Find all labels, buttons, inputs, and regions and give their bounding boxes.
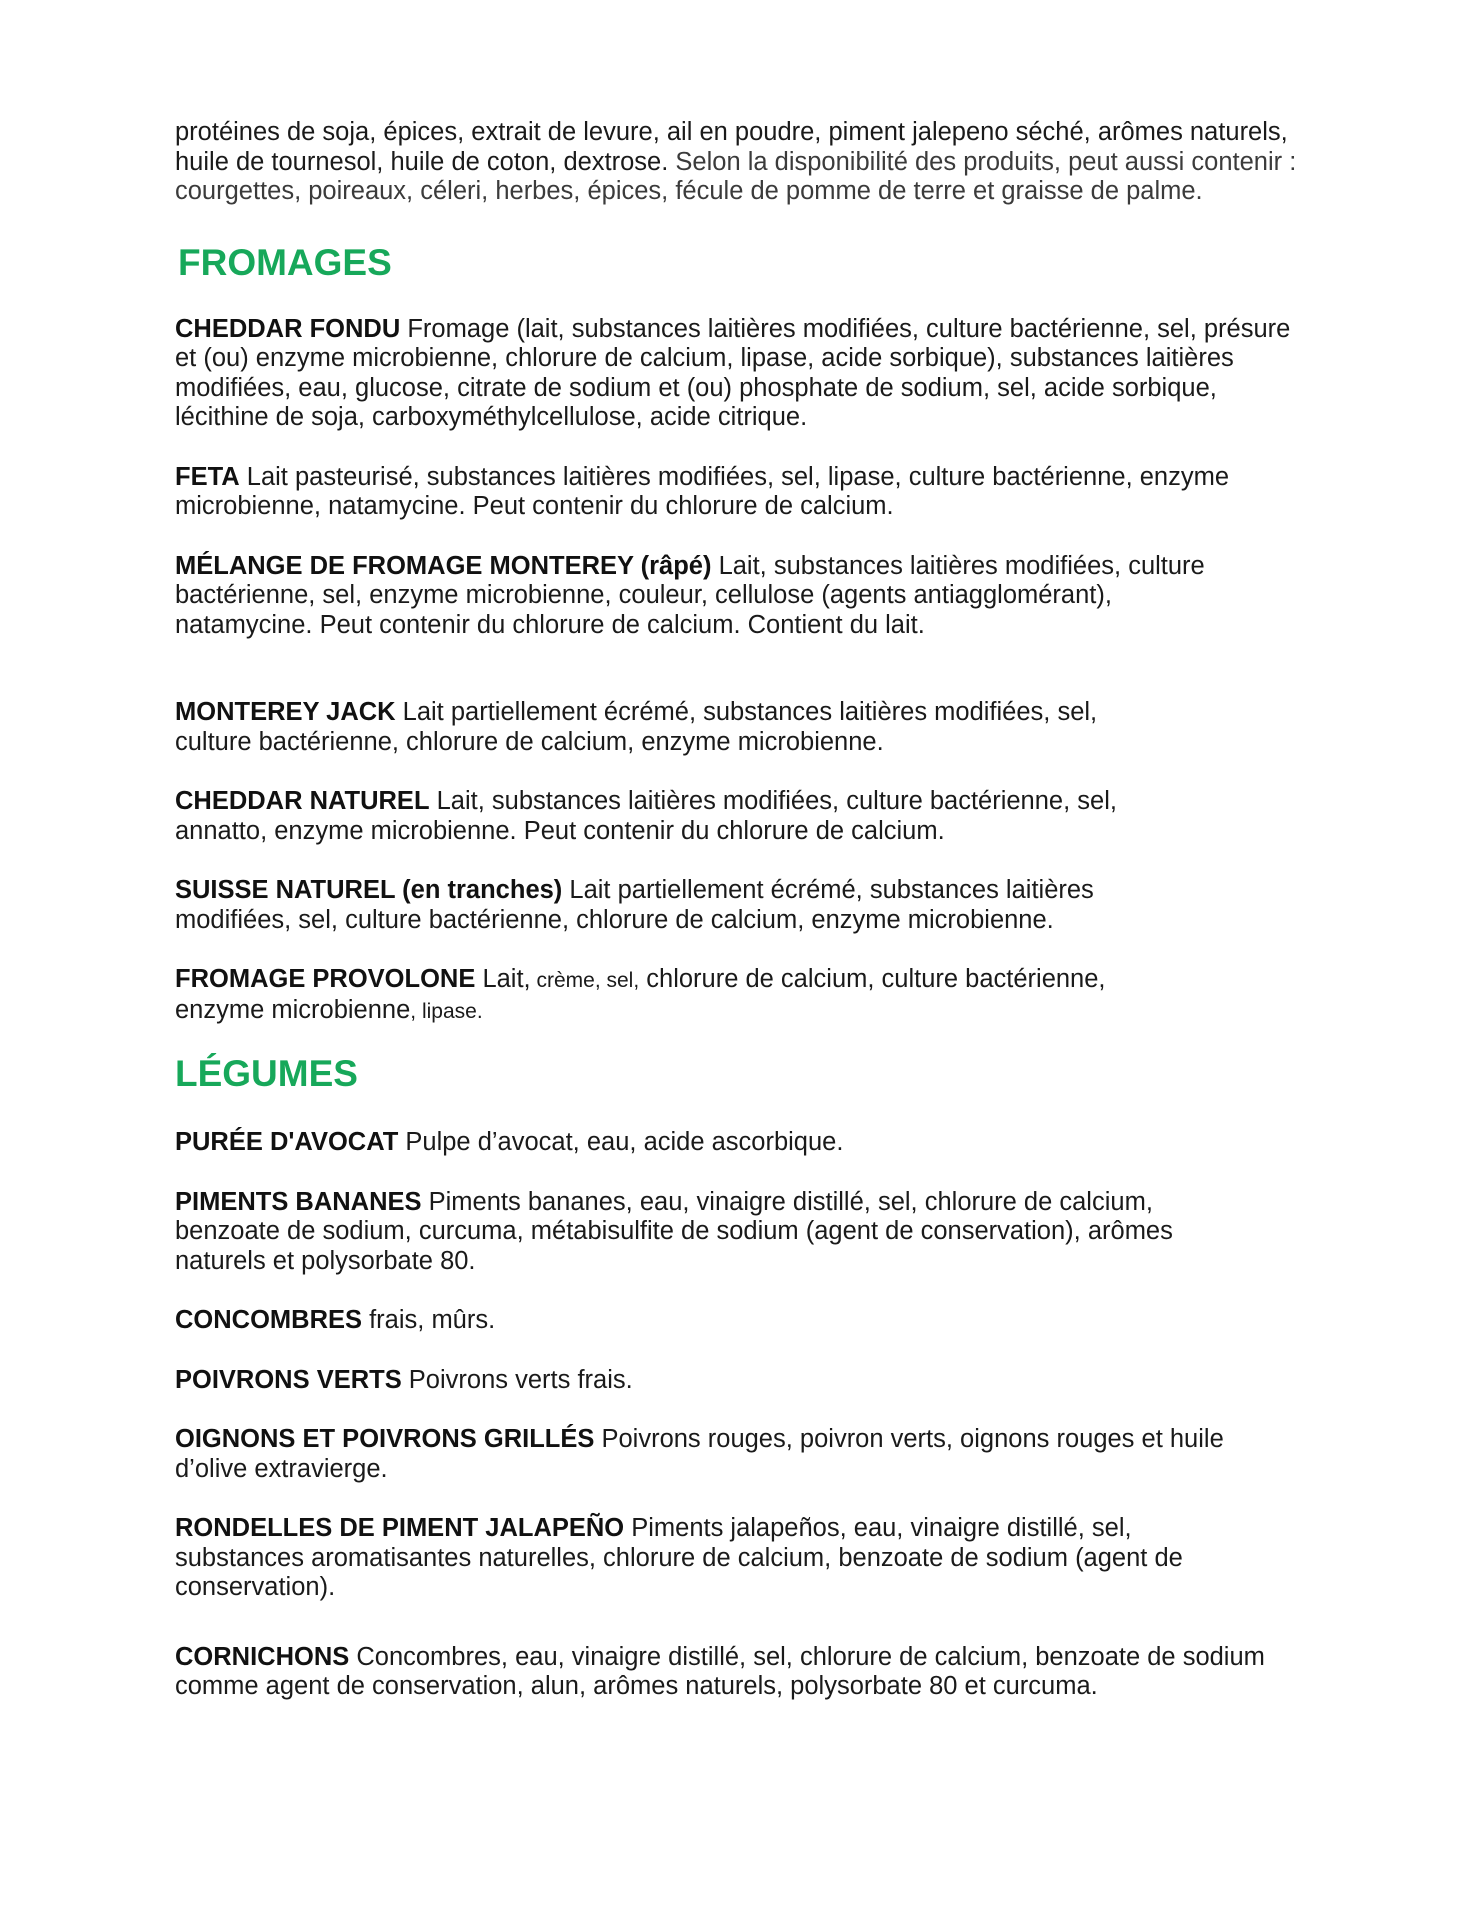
section-heading-fromages: FROMAGES	[178, 241, 392, 283]
intro-paragraph	[175, 118, 1315, 207]
ingredient-name: RONDELLES DE PIMENT JALAPEÑO	[175, 1514, 625, 1542]
ingredient-list: Pulpe d’avocat, eau, acide ascorbique.	[398, 1128, 844, 1156]
intro-availability-text: Selon la disponibilité des produits, peut aussi contenir : courgettes, poireaux, céleri, herbes, épices, fécule de pomme de terre et graisse de palme.	[175, 147, 1297, 205]
ingredient-list: Lait pasteurisé, substances laitières modifiées, sel, lipase, culture bactérienne, enzyme microbienne, natamycine. Peut contenir du chlorure de calcium.	[175, 462, 1230, 520]
ingredient-name: CONCOMBRES	[175, 1306, 363, 1334]
ingredient-list: Fromage (lait, substances laitières modifiées, culture bactérienne, sel, présure et (ou) enzyme microbienne, chlorure de calcium, lipase, acide sorbique), substances laitières modifiées, eau, glucose, citrate de sodium et (ou) phosphate de sodium, sel, acide sorbique, lécithine de soja, carboxyméthylcellulose, acide citrique.	[175, 314, 1291, 431]
ingredient-list: Lait,	[475, 965, 531, 993]
ingredient-name: MONTEREY JACK	[175, 698, 396, 726]
ingredient-name: OIGNONS ET POIVRONS GRILLÉS	[175, 1425, 595, 1453]
ingredient-list-small: crème, sel,	[530, 969, 640, 992]
ingredient-list: Poivrons rouges, poivron verts, oignons rouges et huile d’olive extravierge.	[175, 1425, 1224, 1483]
ingredient-entry	[175, 1366, 1295, 1396]
ingredient-name: SUISSE NATUREL (en tranches)	[175, 876, 563, 904]
ingredient-list: Lait partiellement écrémé, substances laitières modifiées, sel, culture bactérienne, chlorure de calcium, enzyme microbienne.	[175, 876, 1094, 934]
ingredient-name: MÉLANGE DE FROMAGE MONTEREY (râpé)	[175, 551, 712, 580]
ingredient-entry	[175, 965, 1175, 1026]
ingredient-list: Lait, substances laitières modifiées, culture bactérienne, sel, enzyme microbienne, couleur, cellulose (agents antiagglomérant), natamycine. Peut contenir du chlorure de calcium. Contient du lait.	[175, 551, 1205, 639]
ingredient-name: PURÉE D'AVOCAT	[175, 1128, 399, 1156]
ingredient-name: FROMAGE PROVOLONE	[175, 965, 476, 993]
ingredient-list: Concombres, eau, vinaigre distillé, sel, chlorure de calcium, benzoate de sodium comme agent de conservation, alun, arômes naturels, polysorbate 80 et curcuma.	[175, 1642, 1265, 1700]
ingredient-list: Lait partiellement écrémé, substances laitières modifiées, sel, culture bactérienne, chlorure de calcium, enzyme microbienne.	[175, 698, 1098, 756]
intro-text: protéines de soja, épices, extrait de levure, ail en poudre, piment jalepeno séché, arômes naturels, huile de tournesol, huile de coton, dextrose.	[175, 118, 1288, 176]
ingredient-entry	[175, 787, 1175, 846]
ingredient-name: CORNICHONS	[175, 1642, 350, 1671]
ingredient-name: POIVRONS VERTS	[175, 1365, 402, 1394]
ingredient-entry	[175, 552, 1250, 641]
ingredient-entry	[175, 1643, 1275, 1702]
section-heading-legumes: LÉGUMES	[175, 1053, 358, 1094]
ingredient-list: chlorure de calcium, culture bactérienne, enzyme microbienne	[175, 965, 1106, 1024]
ingredient-name: FETA	[175, 462, 240, 491]
ingredient-entry	[175, 315, 1295, 433]
ingredient-entry	[175, 1128, 1295, 1158]
ingredient-name: PIMENTS BANANES	[175, 1187, 422, 1216]
ingredient-entry	[175, 1188, 1235, 1277]
ingredient-entry	[175, 698, 1175, 757]
ingredient-entry	[175, 463, 1295, 522]
ingredient-list-small: , lipase.	[410, 999, 483, 1023]
ingredient-entry	[175, 1514, 1195, 1603]
ingredient-list: Poivrons verts frais.	[401, 1365, 633, 1394]
document-page	[175, 118, 1325, 1732]
ingredient-list: frais, mûrs.	[362, 1306, 496, 1334]
ingredient-list: Lait, substances laitières modifiées, culture bactérienne, sel, annatto, enzyme microbienne. Peut contenir du chlorure de calcium.	[175, 787, 1117, 845]
ingredient-name: CHEDDAR NATUREL	[175, 787, 430, 815]
ingredient-entry	[175, 1425, 1295, 1484]
ingredient-entry	[175, 876, 1175, 935]
ingredient-list: Piments jalapeños, eau, vinaigre distillé, sel, substances aromatisantes naturelles, chlorure de calcium, benzoate de sodium (agent de conservation).	[175, 1514, 1183, 1601]
ingredient-entry	[175, 1306, 1295, 1336]
ingredient-list: Piments bananes, eau, vinaigre distillé, sel, chlorure de calcium, benzoate de sodium, curcuma, métabisulfite de sodium (agent de conservation), arômes naturels et polysorbate 80.	[175, 1187, 1173, 1275]
ingredient-name: CHEDDAR FONDU	[175, 314, 401, 343]
